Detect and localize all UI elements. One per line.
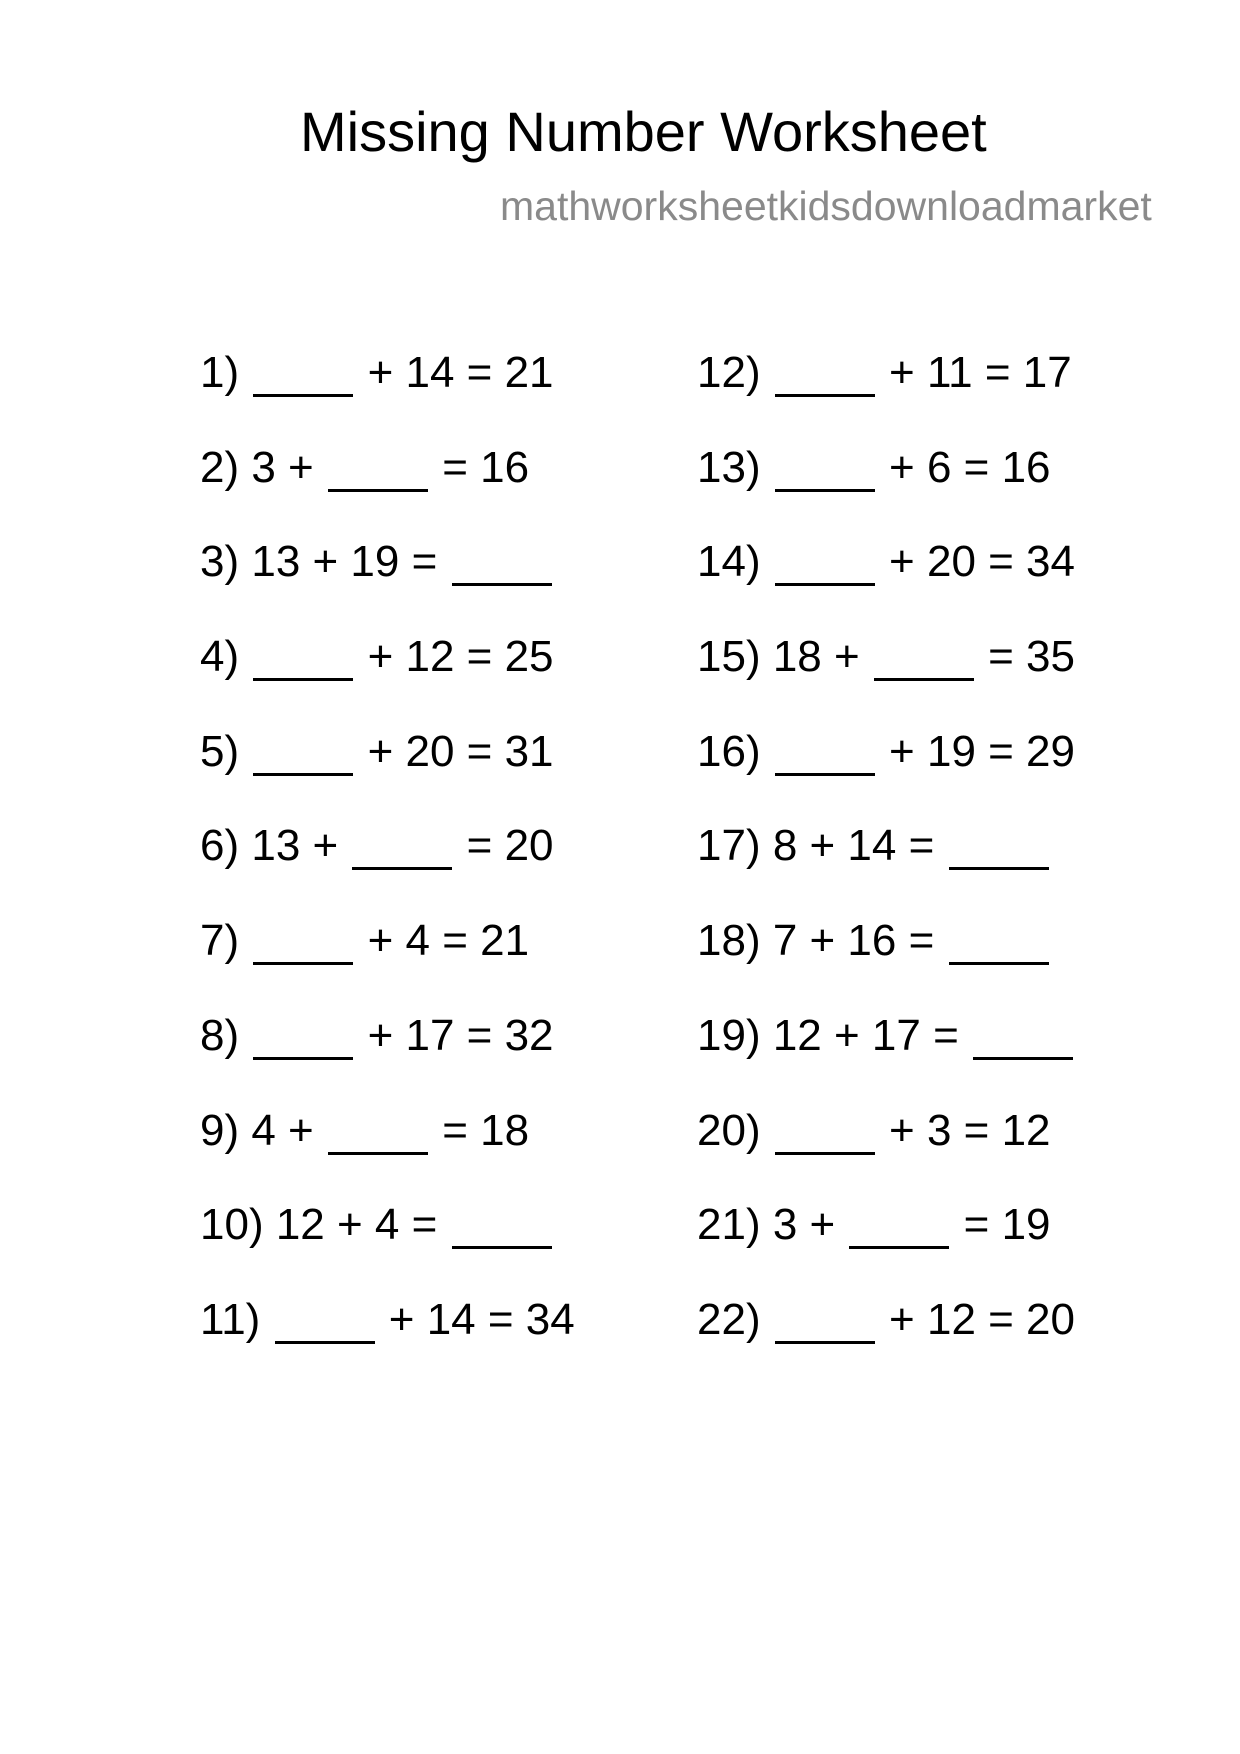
page-title: Missing Number Worksheet — [300, 100, 987, 163]
problem-text: 1) — [200, 348, 252, 397]
problem-text: 14) — [697, 537, 773, 587]
problem-text: 3) 13 + 19 = — [200, 537, 450, 587]
problem-text: 15) 18 + — [697, 632, 872, 682]
problem-text: + 6 = 16 — [876, 442, 1051, 492]
page-subtitle-watermark: mathworksheetkidsdownloadmarket — [500, 183, 1152, 229]
answer-blank[interactable] — [275, 1292, 375, 1344]
problem-item — [200, 629, 575, 724]
problem-text: 13) — [697, 442, 773, 492]
problem-text: 7) — [200, 916, 252, 966]
problem-text: 21) 3 + — [697, 1200, 848, 1250]
problems-column-right — [697, 345, 1075, 1387]
problem-item — [697, 1008, 1075, 1103]
problem-item — [200, 913, 575, 1008]
answer-blank[interactable] — [775, 534, 875, 586]
problem-text: 8) — [200, 1010, 252, 1060]
problem-item — [697, 1197, 1075, 1292]
problem-item — [200, 534, 575, 629]
problem-item — [697, 724, 1075, 819]
problem-item — [697, 818, 1075, 913]
problem-text: + 11 = 17 — [876, 348, 1072, 397]
problem-text: 2) 3 + — [200, 442, 326, 492]
problem-text: + 12 = 20 — [876, 1294, 1075, 1344]
answer-blank[interactable] — [452, 1197, 552, 1249]
problem-text: 12) — [697, 348, 773, 397]
problem-item — [200, 440, 575, 535]
problem-text: 4) — [200, 632, 252, 682]
problem-text: 6) 13 + — [200, 821, 351, 871]
problem-text: 9) 4 + — [200, 1105, 326, 1155]
problem-text: 10) 12 + 4 = — [200, 1200, 450, 1250]
problem-text: + 17 = 32 — [355, 1010, 554, 1060]
problem-text: = 16 — [429, 442, 530, 492]
answer-blank[interactable] — [253, 913, 353, 965]
answer-blank[interactable] — [775, 440, 875, 492]
answer-blank[interactable] — [775, 1292, 875, 1344]
answer-blank[interactable] — [253, 345, 353, 397]
problem-text: 20) — [697, 1105, 773, 1155]
problem-text: + 4 = 21 — [355, 916, 530, 966]
answer-blank[interactable] — [452, 534, 552, 586]
problem-text: + 14 = 21 — [355, 348, 554, 397]
problem-text: + 3 = 12 — [876, 1105, 1051, 1155]
problem-text: 18) 7 + 16 = — [697, 916, 947, 966]
answer-blank[interactable] — [874, 629, 974, 681]
problem-item — [200, 818, 575, 913]
answer-blank[interactable] — [973, 1008, 1073, 1060]
problem-item — [697, 1103, 1075, 1198]
problem-text: 17) 8 + 14 = — [697, 821, 947, 871]
problem-text: + 12 = 25 — [355, 632, 554, 682]
problem-item — [697, 1292, 1075, 1387]
answer-blank[interactable] — [253, 1008, 353, 1060]
problem-text: = 18 — [429, 1105, 530, 1155]
problem-item — [200, 1292, 575, 1387]
problem-item — [200, 1103, 575, 1198]
problem-item — [200, 1197, 575, 1292]
answer-blank[interactable] — [949, 913, 1049, 965]
answer-blank[interactable] — [775, 724, 875, 776]
answer-blank[interactable] — [949, 818, 1049, 870]
answer-blank[interactable] — [775, 1103, 875, 1155]
problem-text: + 20 = 31 — [355, 726, 554, 776]
answer-blank[interactable] — [253, 629, 353, 681]
answer-blank[interactable] — [849, 1197, 949, 1249]
problem-text: + 20 = 34 — [876, 537, 1075, 587]
answer-blank[interactable] — [328, 1103, 428, 1155]
problem-text: 22) — [697, 1294, 773, 1344]
problems-column-left — [200, 345, 575, 1387]
problem-text: 11) — [200, 1294, 273, 1344]
problem-item — [697, 629, 1075, 724]
problem-item — [697, 534, 1075, 629]
problem-text: 5) — [200, 726, 252, 776]
answer-blank[interactable] — [253, 724, 353, 776]
problem-text: + 14 = 34 — [376, 1294, 575, 1344]
problem-item — [697, 345, 1075, 440]
problem-item — [200, 345, 575, 440]
problem-item — [200, 1008, 575, 1103]
problem-item — [200, 724, 575, 819]
problem-text: = 19 — [951, 1200, 1051, 1250]
problem-text: 19) 12 + 17 = — [697, 1010, 971, 1060]
problem-text: = 20 — [454, 821, 554, 871]
problem-item — [697, 440, 1075, 535]
problem-text: = 35 — [975, 632, 1075, 682]
answer-blank[interactable] — [775, 345, 875, 397]
problem-text: + 19 = 29 — [876, 726, 1075, 776]
problem-item — [697, 913, 1075, 1008]
problem-text: 16) — [697, 726, 773, 776]
answer-blank[interactable] — [328, 440, 428, 492]
answer-blank[interactable] — [352, 818, 452, 870]
